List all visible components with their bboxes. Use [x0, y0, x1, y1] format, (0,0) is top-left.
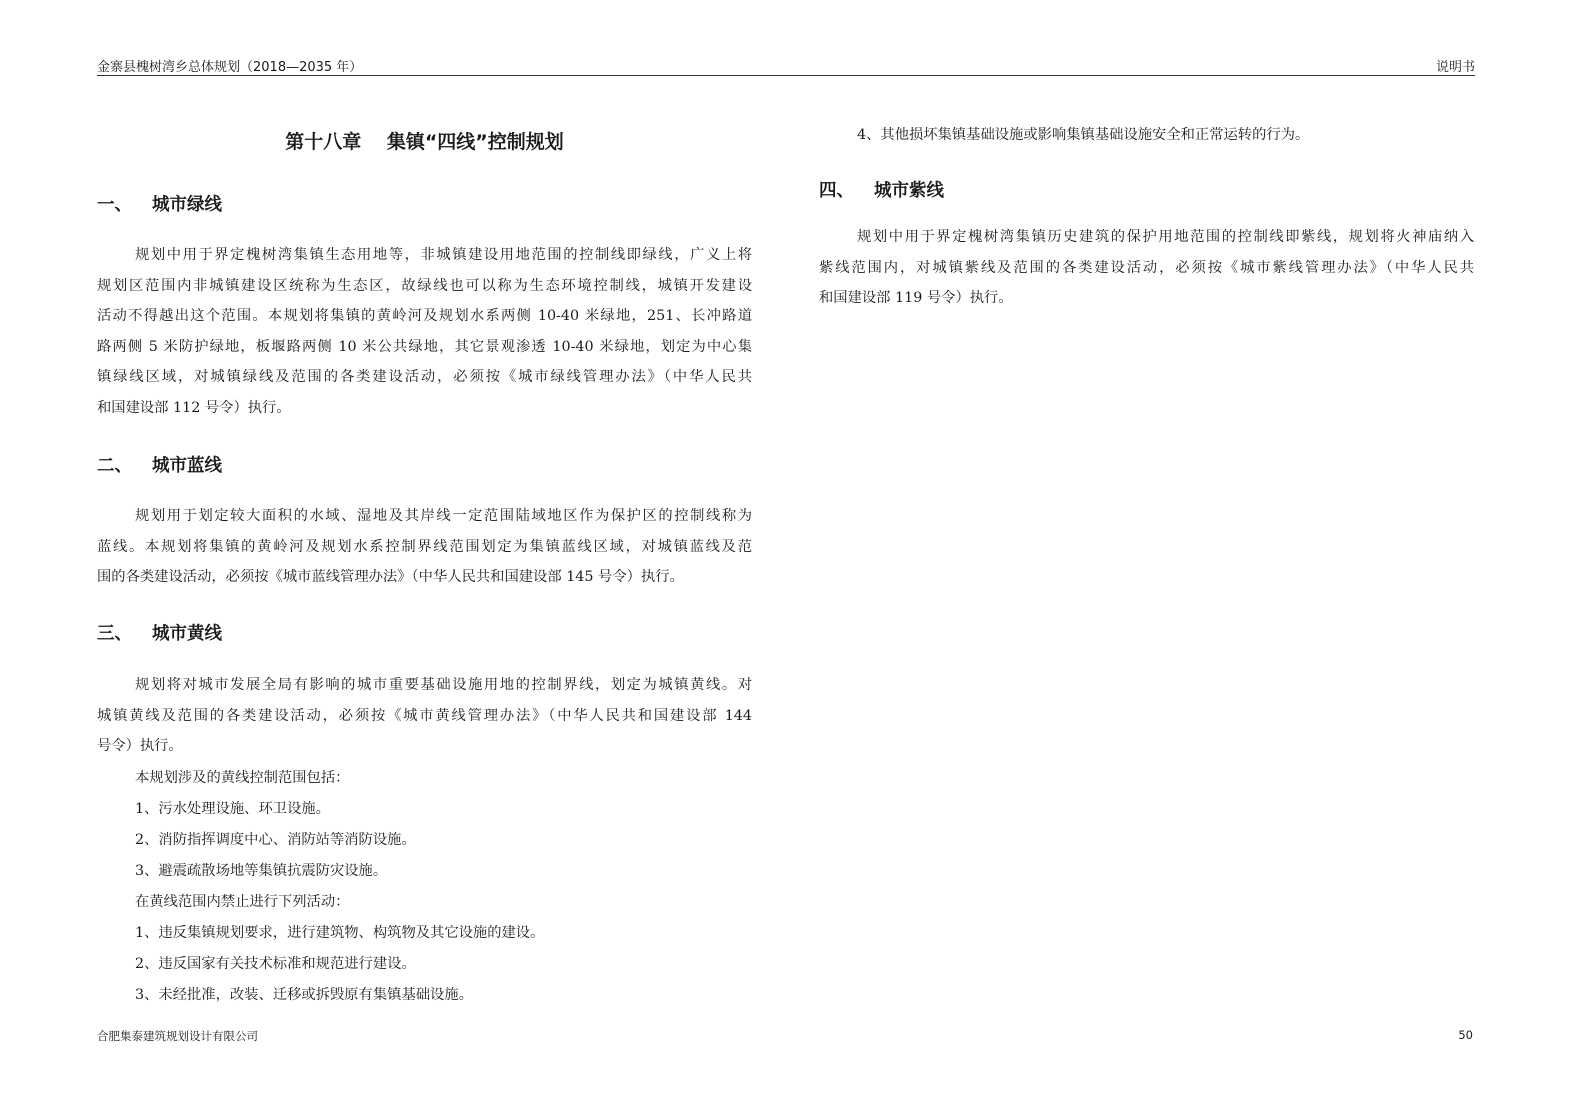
section-heading-blue [97, 452, 222, 477]
text-line: 号令）执行。 [97, 738, 183, 755]
paragraph-yellow-line [97, 670, 752, 762]
section-title: 城市黄线 [152, 624, 222, 644]
chapter-title: 第十八章 集镇“四线”控制规划 [285, 131, 564, 153]
text-line: 镇绿线区域，对城镇绿线及范围的各类建设活动，必须按《城市绿线管理办法》（中华人民共 [97, 369, 752, 386]
paragraph-green-line [97, 240, 752, 424]
section-title: 城市绿线 [152, 195, 222, 215]
paragraph-purple-line [819, 222, 1474, 314]
text-line: 和国建设部 119 号令）执行。 [819, 290, 1013, 307]
text-line: 路两侧 5 米防护绿地，板堰路两侧 10 米公共绿地，其它景观渗透 10-40 米绿地，划定为中心集 [97, 338, 752, 355]
text-line: 规划中用于界定槐树湾集镇生态用地等，非城镇建设用地范围的控制线即绿线，广义上将 [135, 247, 752, 263]
text-line: 蓝线。本规划将集镇的黄岭河及规划水系控制界线范围划定为集镇蓝线区域，对城镇蓝线及范 [97, 538, 752, 555]
yellow-scope-intro: 本规划涉及的黄线控制范围包括： [135, 770, 350, 786]
list-item: 3、避震疏散场地等集镇抗震防灾设施。 [135, 863, 388, 879]
section-title: 城市紫线 [874, 181, 944, 201]
section-number: 一、 [97, 195, 132, 215]
section-heading-purple [819, 177, 944, 202]
list-item: 2、违反国家有关技术标准和规范进行建设。 [135, 956, 416, 972]
section-heading-green [97, 191, 222, 216]
document-type: 说明书 [1435, 60, 1475, 75]
text-line: 规划将对城市发展全局有影响的城市重要基础设施用地的控制界线，划定为城镇黄线。对 [135, 677, 752, 693]
text-line: 规划区范围内非城镇建设区统称为生态区，故绿线也可以称为生态环境控制线，城镇开发建设 [97, 277, 752, 294]
section-number: 四、 [819, 181, 854, 201]
document-title: 金寨县槐树湾乡总体规划（2018—2035 年） [97, 60, 363, 75]
page-header [97, 56, 1475, 76]
text-line: 紫线范围内，对城镇紫线及范围的各类建设活动，必须按《城市紫线管理办法》（中华人民共 [819, 259, 1474, 276]
section-number: 二、 [97, 456, 132, 476]
text-line: 城镇黄线及范围的各类建设活动，必须按《城市黄线管理办法》（中华人民共和国建设部 144 [97, 707, 752, 724]
paragraph-blue-line [97, 501, 752, 593]
text-line: 活动不得越出这个范围。本规划将集镇的黄岭河及规划水系两侧 10-40 米绿地，251、长冲路道 [97, 308, 752, 325]
section-heading-yellow [97, 620, 222, 645]
text-line: 和国建设部 112 号令）执行。 [97, 399, 291, 416]
section-number: 三、 [97, 624, 132, 644]
list-item: 1、违反集镇规划要求，进行建筑物、构筑物及其它设施的建设。 [135, 925, 545, 941]
list-item: 3、未经批准，改装、迁移或拆毁原有集镇基础设施。 [135, 987, 473, 1003]
section-title: 城市蓝线 [152, 456, 222, 476]
text-line: 规划用于划定较大面积的水域、湿地及其岸线一定范围陆域地区作为保护区的控制线称为 [135, 508, 752, 524]
yellow-ban-intro: 在黄线范围内禁止进行下列活动： [135, 894, 350, 910]
list-item: 2、消防指挥调度中心、消防站等消防设施。 [135, 832, 416, 848]
list-item: 4、其他损坏集镇基础设施或影响集镇基础设施安全和正常运转的行为。 [857, 127, 1310, 143]
text-line: 围的各类建设活动，必须按《城市蓝线管理办法》（中华人民共和国建设部 145 号令）执行。 [97, 569, 684, 586]
text-line: 规划中用于界定槐树湾集镇历史建筑的保护用地范围的控制线即紫线，规划将火神庙纳入 [857, 229, 1474, 245]
page-number: 50 [1458, 1028, 1473, 1042]
list-item: 1、污水处理设施、环卫设施。 [135, 801, 330, 817]
footer-company: 合肥集泰建筑规划设计有限公司 [97, 1029, 258, 1043]
